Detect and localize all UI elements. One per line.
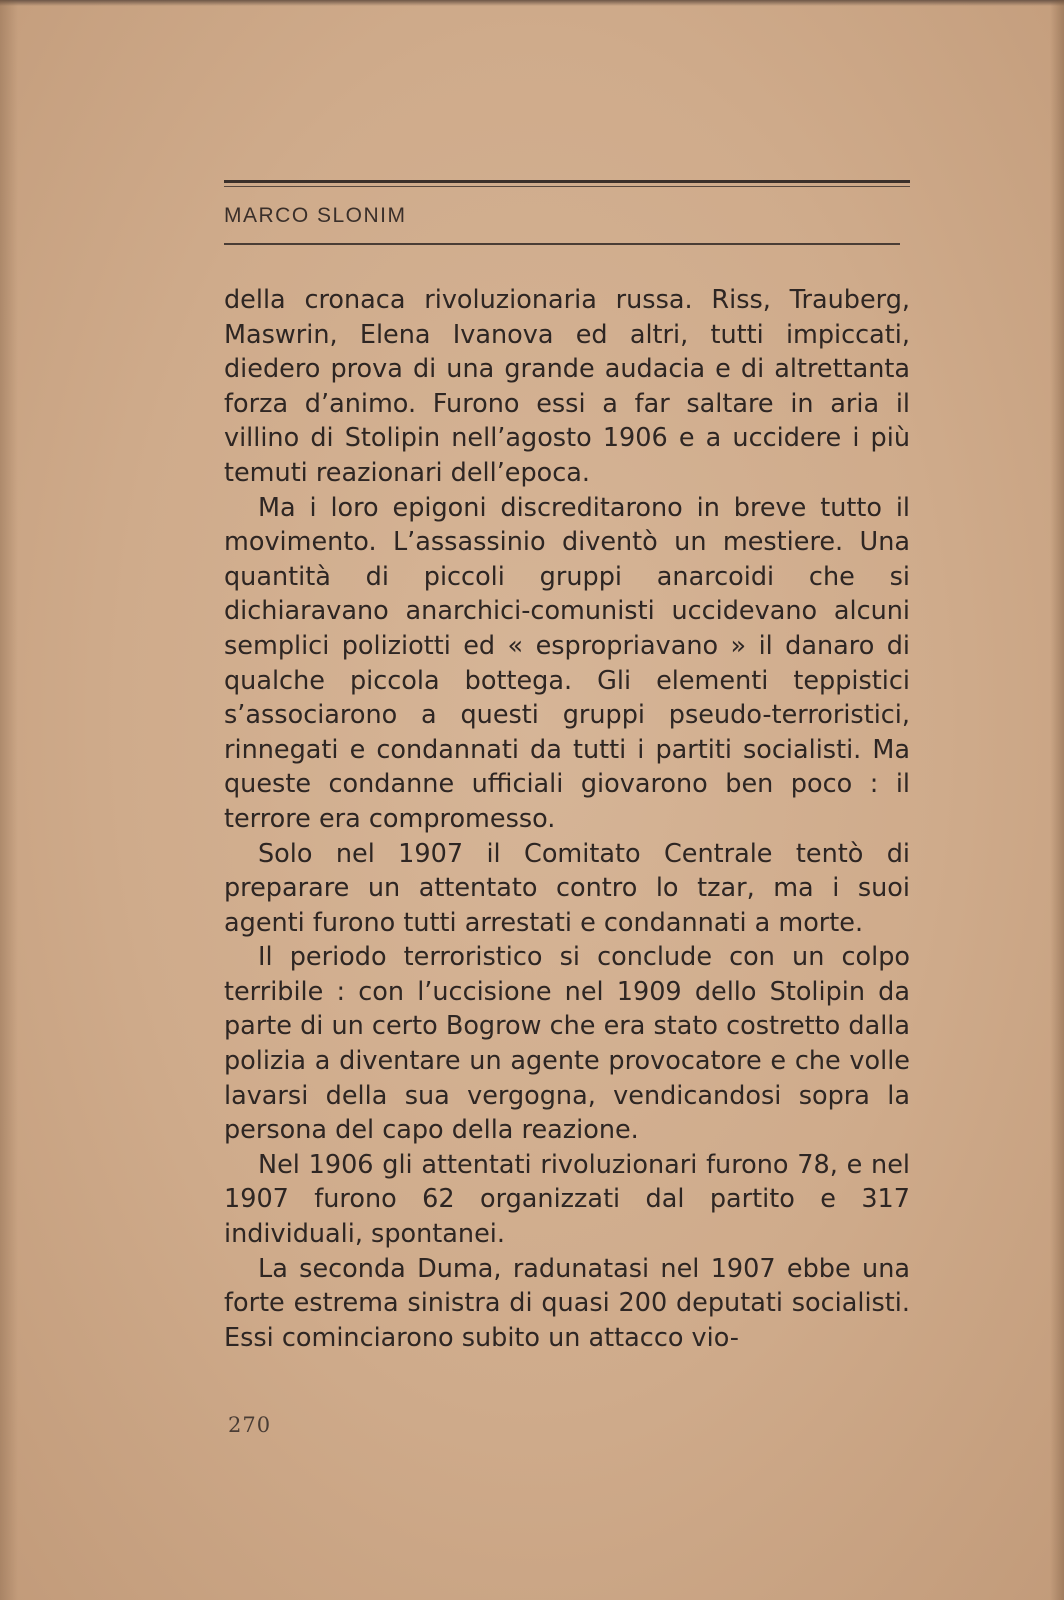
header-top-rule (224, 180, 910, 183)
page-left-edge-shadow (0, 0, 18, 1600)
running-head: MARCO SLONIM (224, 204, 407, 227)
paragraph: La seconda Duma, radunatasi nel 1907 ebbe una forte estrema sinistra di quasi 200 deputati socialisti. Essi cominciarono subito un attacco vio- (224, 1253, 910, 1353)
body-text (224, 283, 910, 1355)
page-right-edge-shadow (1050, 0, 1064, 1600)
paragraph: Nel 1906 gli attentati rivoluzionari furono 78, e nel 1907 furono 62 organizzati dal partito e 317 individuali, spontanei. (224, 1149, 910, 1250)
paragraph: Il periodo terroristico si conclude con un colpo terribile : con l’uccisione nel 1909 dello Stolipin da parte di un certo Bogrow che era stato costretto dalla polizia a diventare un agente provocatore e che volle lavarsi della sua vergogna, vendicandosi sopra la persona del capo della reazione. (224, 942, 910, 1146)
page-top-edge-shadow (0, 0, 1064, 6)
header-bottom-rule (224, 243, 900, 245)
header-top-rule-thin (224, 186, 910, 187)
paragraph: della cronaca rivoluzionaria russa. Riss, Trauberg, Maswrin, Elena Ivanova ed altri, tutti impiccati, diedero prova di una grande audacia e di altrettanta forza d’animo. Furono essi a far saltare in aria il villino di Stolipin nell’agosto 1906 e a uccidere i più temuti reazionari dell’epoca. (224, 285, 910, 488)
paragraph: Ma i loro epigoni discreditarono in breve tutto il movimento. L’assassinio diventò un mestiere. Una quantità di piccoli gruppi anarcoidi che si dichiaravano anarchici-comunisti uccidevano alcuni semplici poliziotti ed « espropriavano » il danaro di qualche piccola bottega. Gli elementi teppistici s’associarono a questi gruppi pseudo-terroristici, rinnegati e condannati da tutti i partiti socialisti. Ma queste condanne ufficiali giovarono ben poco : il terrore era compromesso. (224, 492, 910, 834)
page-number: 270 (228, 1413, 272, 1437)
paragraph: Solo nel 1907 il Comitato Centrale tentò di preparare un attentato contro lo tzar, ma i suoi agenti furono tutti arrestati e condannati a morte. (224, 838, 910, 938)
